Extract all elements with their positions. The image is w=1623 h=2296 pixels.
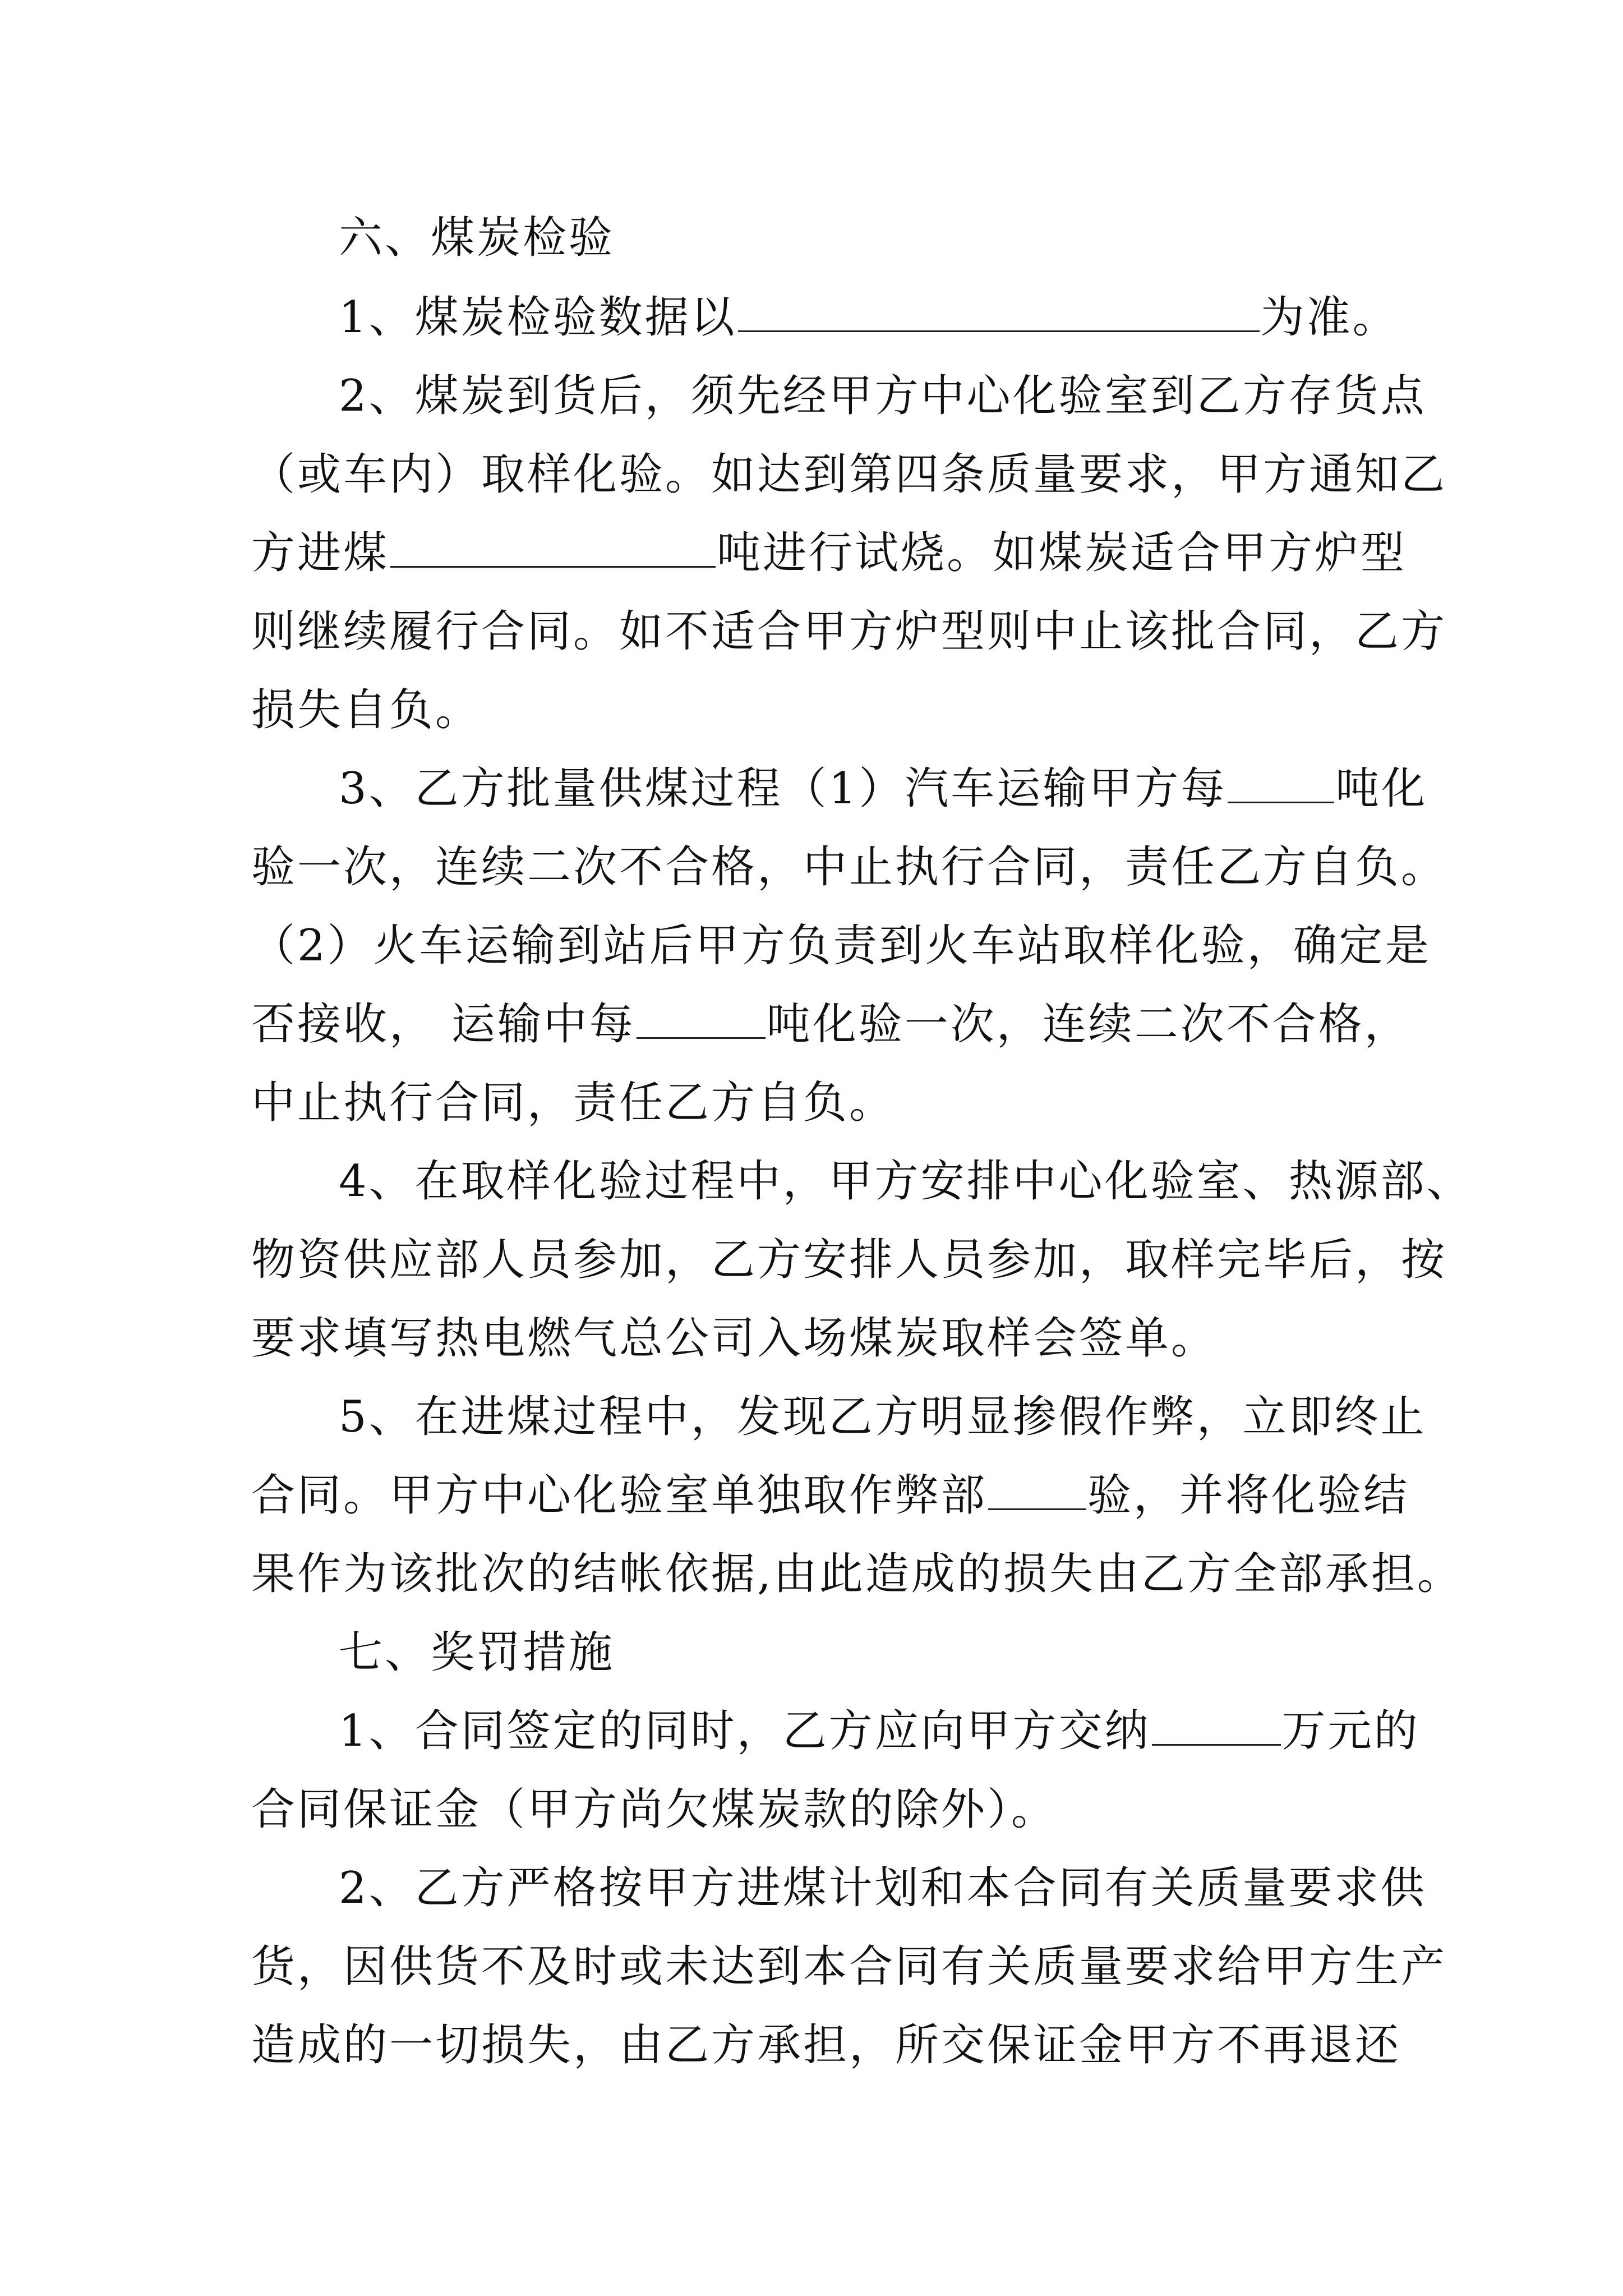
section-heading: 六、煤炭检验 <box>339 213 615 263</box>
paragraph-line: 中止执行合同，责任乙方自负。 <box>251 1078 896 1128</box>
fill-in-blank <box>1228 762 1334 803</box>
paragraph-line: 物资供应部人员参加，乙方安排人员参加，取样完毕后，按 <box>251 1235 1447 1285</box>
text-segment: 吨化验一次，连续二次不合格， <box>766 999 1410 1050</box>
text-segment: 否接收， 运输中每 <box>251 999 635 1050</box>
paragraph-line: 合同保证金（甲方尚欠煤炭款的除外）。 <box>251 1784 1058 1835</box>
text-segment: 吨进行试烧。如煤炭适合甲方炉型 <box>717 528 1407 578</box>
fill-in-blank <box>738 291 1260 332</box>
text-segment: 验，并将化验结 <box>1087 1470 1410 1521</box>
paragraph-line: （或车内）取样化验。如达到第四条质量要求，甲方通知乙 <box>251 449 1447 500</box>
paragraph-line: 4、在取样化验过程中，甲方安排中心化验室、热源部、 <box>339 1156 1473 1207</box>
paragraph-line: 2、煤炭到货后，须先经甲方中心化验室到乙方存货点 <box>339 371 1427 421</box>
text-segment: 3、乙方批量供煤过程（1）汽车运输甲方每 <box>339 763 1227 814</box>
paragraph-line: 果作为该批次的结帐依据,由此造成的损失由乙方全部承担。 <box>251 1549 1463 1599</box>
section-heading: 七、奖罚措施 <box>339 1627 615 1678</box>
text-segment: 吨化 <box>1335 763 1428 814</box>
paragraph-line: 造成的一切损失，由乙方承担，所交保证金甲方不再退还 <box>251 2020 1401 2070</box>
paragraph-line <box>339 762 1427 816</box>
paragraph-line: 验一次，连续二次不合格，中止执行合同，责任乙方自负。 <box>251 842 1447 892</box>
paragraph-line: 损失自负。 <box>251 685 482 735</box>
fill-in-blank <box>988 1469 1086 1510</box>
paragraph-line <box>251 526 1407 580</box>
text-segment: 为准。 <box>1260 292 1399 343</box>
text-segment: 方进煤 <box>251 528 390 578</box>
paragraph-line: 则继续履行合同。如不适合甲方炉型则中止该批合同，乙方 <box>251 606 1447 657</box>
paragraph-line: （2）火车运输到站后甲方负责到火车站取样化验，确定是 <box>251 921 1431 971</box>
text-segment: 合同。甲方中心化验室单独取作弊部 <box>251 1470 988 1521</box>
paragraph-line: 要求填写热电燃气总公司入场煤炭取样会签单。 <box>251 1313 1218 1364</box>
paragraph-line <box>339 1704 1420 1758</box>
fill-in-blank <box>390 527 716 568</box>
paragraph-line: 2、乙方严格按甲方进煤计划和本合同有关质量要求供 <box>339 1863 1427 1913</box>
text-segment: 1、煤炭检验数据以 <box>339 292 737 343</box>
paragraph-line: 5、在进煤过程中，发现乙方明显掺假作弊，立即终止 <box>339 1392 1427 1442</box>
paragraph-line <box>251 1469 1409 1522</box>
text-segment: 1、合同签定的同时，乙方应向甲方交纳 <box>339 1706 1151 1756</box>
text-segment: 万元的 <box>1281 1706 1420 1756</box>
paragraph-line: 货，因供货不及时或未达到本合同有关质量要求给甲方生产 <box>251 1941 1447 1992</box>
fill-in-blank <box>1152 1705 1281 1746</box>
fill-in-blank <box>637 998 766 1039</box>
paragraph-line <box>251 997 1410 1051</box>
paragraph-line <box>339 291 1399 344</box>
